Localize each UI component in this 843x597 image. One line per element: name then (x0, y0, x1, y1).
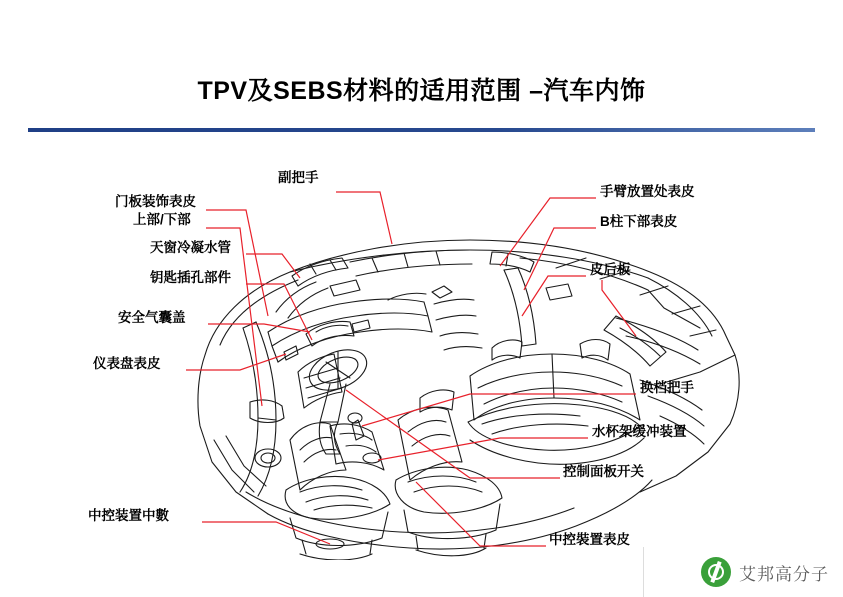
label-yao-shi-cha-kong-bu-jian: 钥匙插孔部件 (150, 270, 231, 285)
label-zhong-kong-zhuang-zhi-biao-pi: 中控裝置表皮 (549, 532, 630, 547)
label-shou-bi-fang-zhi-chu-biao-pi: 手臂放置处表皮 (600, 184, 695, 199)
label-pi-hou-ban: 皮后板 (590, 262, 631, 277)
label-shui-bei-jia-huan-chong-zhuang-zhi: 水杯架缓冲装置 (592, 424, 687, 439)
label-fu-ba-shou: 副把手 (278, 170, 319, 185)
ab-polymer-logo-icon (701, 557, 731, 587)
page-title: TPV及SEBS材料的适用范围 –汽车内饰 (197, 77, 646, 105)
label-men-ban-xia: 上部/下部 (133, 212, 191, 227)
label-tian-chuang-leng-ning-shui-guan: 天窗冷凝水管 (150, 240, 231, 255)
label-yi-biao-pan-biao-pi: 仪表盘表皮 (93, 356, 161, 371)
watermark (701, 557, 829, 587)
label-kong-zhi-mian-ban-kai-guan: 控制面板开关 (563, 464, 644, 479)
label-b-zhu-xia-bu-biao-pi: B柱下部表皮 (600, 214, 678, 229)
title-divider (28, 128, 815, 132)
watermark-label: 艾邦高分子 (739, 564, 829, 584)
label-men-ban-shang: 门板装饰表皮 (115, 194, 196, 209)
label-zhong-kong-zhuang-zhi-zhong-shu: 中控装置中數 (88, 508, 169, 523)
label-an-quan-qi-nang-gai: 安全气囊盖 (118, 310, 186, 325)
car-interior-diagram (0, 140, 843, 560)
label-huan-dang-ba-shou: 换档把手 (640, 380, 694, 395)
title-bar (0, 60, 843, 122)
